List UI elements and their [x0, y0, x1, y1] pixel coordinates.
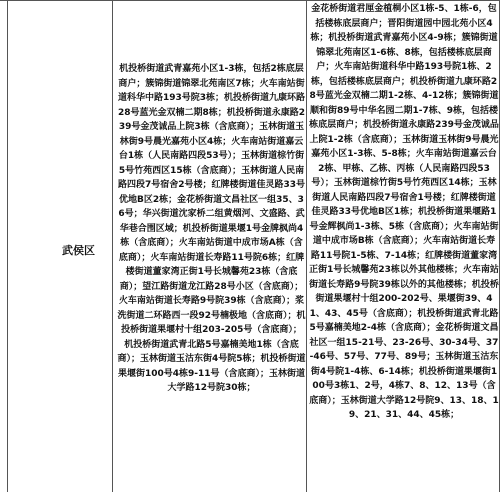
left-border — [7, 0, 8, 492]
column-divider — [112, 0, 113, 492]
district-name: 武侯区 — [62, 244, 95, 257]
column-divider — [306, 0, 307, 492]
medium-risk-area-cell: 金花桥街道君厘金植桐小区1栋-5、1栋-6，包括楼栋底层商户；晋阳街道园中园北苑小区4栋；机投桥街道武青嘉苑小区4-9栋；簇锦街道锦翠北苑南区1-6栋、8栋，包括楼栋底层商户；火车南站街道科华中路193号院1栋、2栋，包括楼栋底层商户；机投桥街道九康环路28号蓝光金双楠二期1-2栋、4-12栋；簇锦街道顺和街89号中华名园二期1-7栋、9栋，包括楼栋底层商户；机投桥街道永康路239号金茂诚品上院1-2栋（含底商）；玉林街道玉林街9号晨光嘉苑小区1-3栋、5-8栋；火车南站街道嘉云台2栋、甲栋、乙栋、丙栋（人民南路四段53号）；玉林街道棕竹街5号竹苑西区14栋；玉林街道人民南路四段7号宿舍1号楼；红牌楼街道佳灵路33号优地B区1栋；机投桥街道果堰路1号金辉枫尚1-3栋、5栋（含底商）；火车南站街道中成市场B栋（含底商）；火车南站街道长寿路11号院1-5栋、7-14栋；红牌楼街道董家湾正街1号长城馨苑23栋以外其他楼栋；火车南站街道长寿路9号院39栋以外的其他楼栋；机投桥街道果堰村十组200-202号、果堰街39、41、43、45号（含底商）；机投桥街道武青北路5号嘉楠美地2-4栋（含底商）；金花桥街道文昌社区一组15-21号、23-26号、30-34号、37-46号、57号、77号、89号；玉林街道玉沽东街4号院1-4栋、6-14栋；机投桥街道果堰街100号3栋1、2号，4栋7、8、12、13号（含底商）；玉林街道大学路12号院9、13、18、19、21、31、44、45栋； — [309, 4, 499, 420]
high-risk-area-cell: 机投桥街道武青嘉苑小区1-3栋，包括2栋底层商户；簇锦街道锦翠北苑南区7栋；火车南站街道科华中路193号院3栋；机投桥街道九康环路28号蓝光金双楠二期8栋；机投桥街道永康路239号金茂诚品上院3栋（含底商）；玉林街道玉林街9号晨光嘉苑小区4栋；火车南站街道嘉云台1栋（人民南路四段53号）；玉林街道棕竹街5号竹苑西区15栋（含底商）；玉林街道人民南路四段7号宿舍2号楼；红牌楼街道佳灵路33号优地B区2栋；金花桥街道文昌社区一组35、36号；华兴街道沈家桥二组黄烟河、文盛路、武华巷合围区域；机投桥街道果堰1号金牌枫尚4栋（含底商）；火车南站街道中成市场A栋（含底商）；火车南站街道长寿路11号院6栋；红牌楼街道董家湾正街1号长城馨苑23栋（含底商）；望江路街道龙江路28号小区（含底商）；火车南站街道长寿路9号院39栋（含底商）；浆洗街道二环路西一段92号楠极地（含底商）；机投桥街道果堰村十组203-205号（含底商）；机投桥街道武青北路5号嘉楠美地1栋（含底商）；玉林街道玉沽东街4号院5栋；机投桥街道果堰街100号4栋9-11号（含底商）；玉林街道大学路12号院30栋； — [117, 64, 306, 393]
top-border — [0, 0, 500, 1]
